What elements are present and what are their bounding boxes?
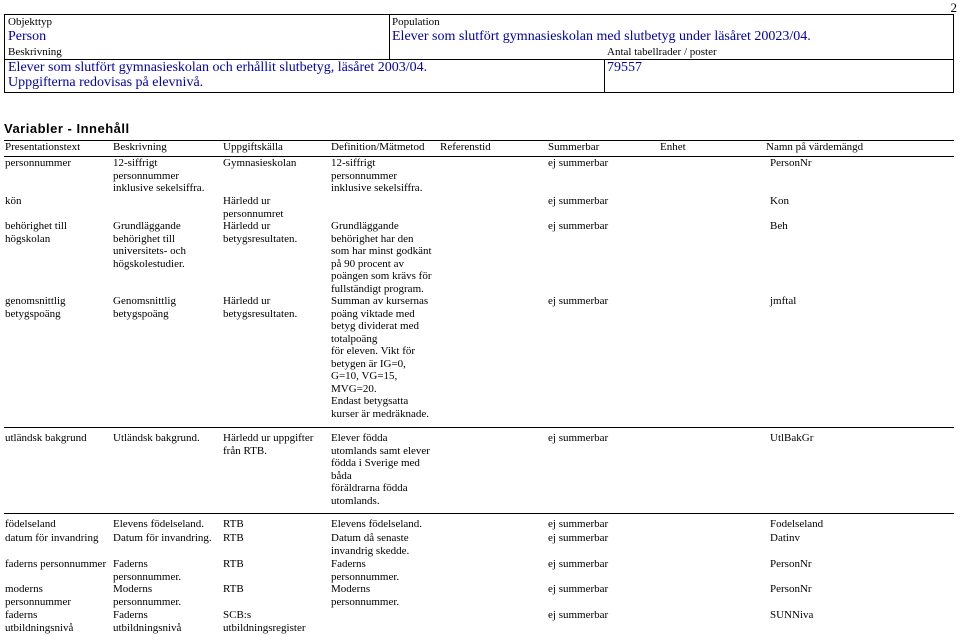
cell-uppgiftskalla: Härledd ur xyxy=(223,220,271,232)
header-box xyxy=(4,14,954,93)
cell-definition: båda xyxy=(331,469,352,482)
cell-uppgiftskalla: RTB xyxy=(223,518,244,530)
beskrivning-line2: Uppgifterna redovisas på elevnivå. xyxy=(8,75,204,90)
col-referenstid: Referenstid xyxy=(440,141,491,153)
cell-uppgiftskalla: RTB xyxy=(223,558,244,570)
cell-summerbar: ej summerbar xyxy=(548,157,609,169)
cell-beskrivning: Faderns xyxy=(113,558,148,570)
cell-beskrivning: personnummer. xyxy=(113,595,182,608)
page-number: 2 xyxy=(950,0,957,15)
cell-definition: behörighet har den xyxy=(331,232,414,245)
cell-beskrivning: Grundläggande xyxy=(113,220,181,232)
cell-beskrivning: Datum för invandring. xyxy=(113,532,212,544)
cell-definition: Moderns xyxy=(331,583,371,595)
cell-definition: som har minst godkänt xyxy=(331,245,432,257)
cell-definition: poäng viktade med xyxy=(331,307,415,320)
objekttyp-value: Person xyxy=(8,29,47,44)
beskrivning-line1: Elever som slutfört gymnasieskolan och erhållit slutbetyg, läsåret 2003/04. xyxy=(8,60,428,75)
cell-presentationstext: kön xyxy=(5,195,22,207)
cell-definition: personnummer. xyxy=(331,570,400,583)
cell-presentationstext: högskolan xyxy=(5,232,51,245)
col-definition: Definition/Mätmetod xyxy=(331,141,425,153)
cell-uppgiftskalla: SCB:s xyxy=(223,609,252,621)
cell-namn-pa-vardemangd: Fodelseland xyxy=(770,518,824,530)
section-title: Variabler - Innehåll xyxy=(4,121,130,136)
population-value: Elever som slutfört gymnasieskolan med slutbetyg under läsåret 20023/04. xyxy=(392,29,811,44)
cell-definition: personnummer. xyxy=(331,595,400,608)
cell-definition: inklusive sekelsiffra. xyxy=(331,182,423,194)
cell-beskrivning: Moderns xyxy=(113,583,153,595)
cell-namn-pa-vardemangd: Beh xyxy=(770,220,788,232)
cell-beskrivning: Elevens födelseland. xyxy=(113,518,205,530)
col-presentationstext: Presentationstext xyxy=(5,141,81,153)
cell-definition: totalpoäng xyxy=(331,332,378,345)
antal-value: 79557 xyxy=(607,60,642,75)
cell-presentationstext: moderns xyxy=(5,583,43,595)
cell-uppgiftskalla: Härledd ur xyxy=(223,195,271,207)
cell-definition: Grundläggande xyxy=(331,220,399,232)
cell-definition: för eleven. Vikt för xyxy=(331,345,416,357)
cell-definition: föräldrarna födda xyxy=(331,482,408,494)
cell-definition: utomlands. xyxy=(331,494,380,507)
cell-beskrivning: betygspoäng xyxy=(113,307,169,320)
cell-summerbar: ej summerbar xyxy=(548,432,609,444)
cell-presentationstext: betygspoäng xyxy=(5,307,61,320)
cell-definition: poängen som krävs för xyxy=(331,270,432,282)
cell-beskrivning: 12-siffrigt xyxy=(113,157,158,169)
cell-summerbar: ej summerbar xyxy=(548,583,609,595)
cell-namn-pa-vardemangd: jmftal xyxy=(770,295,797,307)
col-namn-pa-vardemangd: Namn på värdemängd xyxy=(766,141,864,153)
population-label: Population xyxy=(392,16,440,28)
cell-definition: 12-siffrigt xyxy=(331,157,376,169)
cell-summerbar: ej summerbar xyxy=(548,518,609,530)
cell-uppgiftskalla: personnumret xyxy=(223,207,284,220)
cell-definition: betyg dividerat med xyxy=(331,320,419,332)
cell-definition: kurser är medräknade. xyxy=(331,407,430,420)
cell-presentationstext: utländsk bakgrund xyxy=(5,432,87,444)
cell-definition: på 90 procent av xyxy=(331,257,404,270)
cell-definition: Summan av kursernas xyxy=(331,295,429,307)
row-divider xyxy=(4,427,954,428)
cell-beskrivning: behörighet till xyxy=(113,232,176,245)
cell-presentationstext: faderns xyxy=(5,609,38,621)
cell-namn-pa-vardemangd: Kon xyxy=(770,195,789,207)
cell-summerbar: ej summerbar xyxy=(548,532,609,544)
cell-beskrivning: högskolestudier. xyxy=(113,257,185,270)
cell-summerbar: ej summerbar xyxy=(548,195,609,207)
cell-presentationstext: personnummer xyxy=(5,157,71,169)
objekttyp-label: Objekttyp xyxy=(8,16,52,28)
cell-definition: personnummer xyxy=(331,169,397,182)
cell-presentationstext: personnummer xyxy=(5,595,71,608)
header-divider xyxy=(389,15,390,59)
cell-uppgiftskalla: Härledd ur xyxy=(223,295,271,307)
cell-definition: fullständigt program. xyxy=(331,282,424,295)
cell-uppgiftskalla: Härledd ur uppgifter xyxy=(223,432,314,444)
cell-beskrivning: inklusive sekelsiffra. xyxy=(113,182,205,194)
cell-definition: födda i Sverige med xyxy=(331,457,420,469)
cell-presentationstext: genomsnittlig xyxy=(5,295,66,307)
cell-presentationstext: faderns personnummer xyxy=(5,558,107,570)
beskrivning-label: Beskrivning xyxy=(8,46,62,58)
cell-beskrivning: universitets- och xyxy=(113,245,187,257)
cell-definition: Elevens födelseland. xyxy=(331,518,423,530)
cell-definition: Endast betygsatta xyxy=(331,395,409,407)
col-uppgiftskalla: Uppgiftskälla xyxy=(223,141,283,153)
cell-uppgiftskalla: RTB xyxy=(223,583,244,595)
cell-presentationstext: behörighet till xyxy=(5,220,68,232)
cell-presentationstext: utbildningsnivå xyxy=(5,621,74,634)
cell-beskrivning: Faderns xyxy=(113,609,148,621)
cell-definition: G=10, VG=15, xyxy=(331,370,398,382)
cell-uppgiftskalla: utbildningsregister xyxy=(223,621,306,634)
col-beskrivning: Beskrivning xyxy=(113,141,167,153)
cell-uppgiftskalla: betygsresultaten. xyxy=(223,232,298,245)
cell-uppgiftskalla: från RTB. xyxy=(223,444,267,457)
row-divider xyxy=(4,513,954,514)
cell-definition: utomlands samt elever xyxy=(331,444,430,457)
cell-definition: Elever födda xyxy=(331,432,388,444)
cell-definition: invandrig skedde. xyxy=(331,544,410,557)
cell-namn-pa-vardemangd: Datinv xyxy=(770,532,800,544)
cell-beskrivning: personnummer xyxy=(113,169,179,182)
cell-definition: Datum då senaste xyxy=(331,532,409,544)
cell-namn-pa-vardemangd: SUNNiva xyxy=(770,609,814,621)
cell-uppgiftskalla: RTB xyxy=(223,532,244,544)
cell-namn-pa-vardemangd: PersonNr xyxy=(770,157,812,169)
col-summerbar: Summerbar xyxy=(548,141,600,153)
cell-beskrivning: utbildningsnivå xyxy=(113,621,182,634)
cell-summerbar: ej summerbar xyxy=(548,220,609,232)
cell-uppgiftskalla: Gymnasieskolan xyxy=(223,157,297,169)
cell-namn-pa-vardemangd: PersonNr xyxy=(770,583,812,595)
cell-presentationstext: datum för invandring xyxy=(5,532,99,544)
cell-beskrivning: Genomsnittlig xyxy=(113,295,176,307)
cell-uppgiftskalla: betygsresultaten. xyxy=(223,307,298,320)
cell-summerbar: ej summerbar xyxy=(548,558,609,570)
cell-namn-pa-vardemangd: UtlBakGr xyxy=(770,432,814,444)
cell-definition: betygen är IG=0, xyxy=(331,357,406,370)
cell-beskrivning: Utländsk bakgrund. xyxy=(113,432,200,444)
cell-summerbar: ej summerbar xyxy=(548,295,609,307)
cell-namn-pa-vardemangd: PersonNr xyxy=(770,558,812,570)
cell-summerbar: ej summerbar xyxy=(548,609,609,621)
cell-definition: Faderns xyxy=(331,558,366,570)
col-enhet: Enhet xyxy=(660,141,686,153)
cell-beskrivning: personnummer. xyxy=(113,570,182,583)
cell-presentationstext: födelseland xyxy=(5,518,56,530)
antal-label: Antal tabellrader / poster xyxy=(607,46,717,58)
cell-definition: MVG=20. xyxy=(331,382,377,395)
header-divider xyxy=(604,59,605,93)
